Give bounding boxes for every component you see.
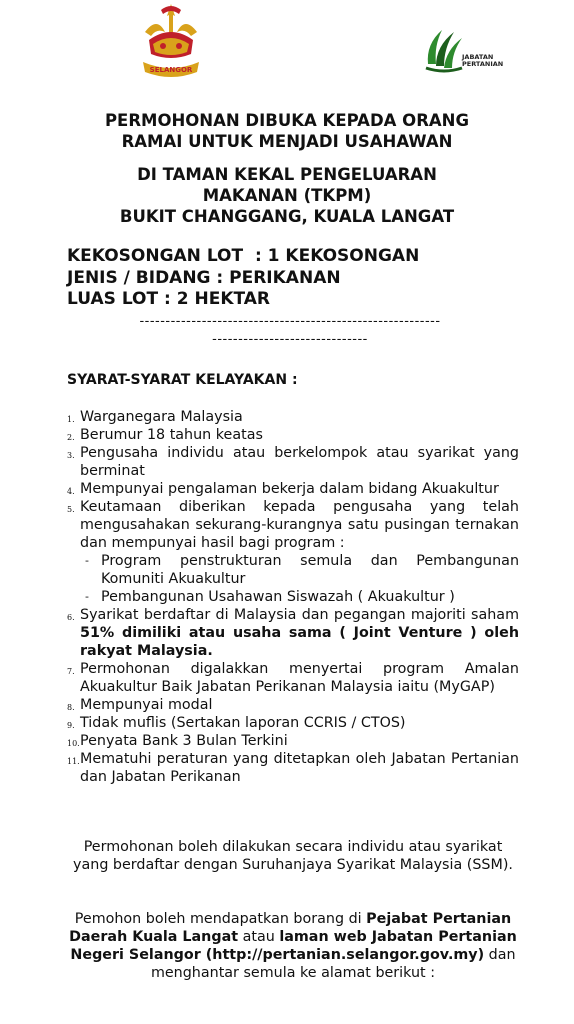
list-item (67, 426, 519, 444)
jabatan-pertanian-logo (424, 24, 504, 74)
lot-type: JENIS / BIDANG : PERIKANAN (67, 267, 341, 288)
sub-item (67, 552, 519, 588)
selangor-crest-icon (135, 2, 207, 80)
list-item (67, 444, 519, 480)
list-item (67, 498, 519, 552)
list-item (67, 714, 519, 732)
item-text: Keutamaan diberikan kepada pengusaha yang telah mengusahakan sekurang-kurangnya satu pusingan ternakan dan mempunyai hasil bagi program : (80, 499, 519, 551)
para-text: atau (238, 929, 280, 945)
location-line-1: DI TAMAN KEKAL PENGELUARAN (137, 165, 437, 184)
title-line-1: PERMOHONAN DIBUKA KEPADA ORANG (104, 111, 470, 130)
logo-line-2: PERTANIAN (462, 60, 504, 68)
divider-line-2: ------------------------------ (212, 332, 368, 347)
para-text: dan menghantar semula ke alamat berikut : (150, 947, 516, 981)
lot-area: LUAS LOT : 2 HEKTAR (67, 289, 271, 309)
logo-line-1: JABATAN (462, 53, 494, 61)
item-number: 10. (67, 739, 80, 748)
item-text: Mempunyai modal (80, 697, 213, 713)
divider-line-1: ---------------------------------------------------------- (139, 314, 441, 329)
item-number: 6. (67, 613, 75, 622)
website-link[interactable]: laman web Jabatan Pertanian Negeri Selangor (http://pertanian.selangor.gov.my) (70, 929, 517, 963)
requirements-list (67, 408, 519, 786)
announcement-title (40, 110, 534, 152)
item-text: Berumur 18 tahun keatas (80, 427, 263, 443)
item-text: Tidak muflis (Sertakan laporan CCRIS / CTOS) (80, 715, 406, 731)
item-text: Pengusaha individu atau berkelompok atau syarikat yang berminat (80, 445, 519, 479)
list-item (67, 732, 519, 750)
item-number: 2. (67, 433, 75, 442)
crest-banner-text: SELANGOR (149, 66, 193, 74)
form-source-paragraph (67, 910, 519, 982)
item-text: Penyata Bank 3 Bulan Terkini (80, 733, 288, 749)
sub-item (67, 588, 519, 606)
sub-item-marker: - (85, 554, 89, 567)
sub-item-text: Pembangunan Usahawan Siswazah ( Akuakultur ) (101, 589, 455, 605)
item-text: Mematuhi peraturan yang ditetapkan oleh Jabatan Pertanian dan Jabatan Perikanan (80, 751, 519, 785)
sub-item-marker: - (85, 590, 89, 603)
lot-info (67, 246, 537, 311)
lot-vacancy: KEKOSONGAN LOT : 1 KEKOSONGAN (67, 246, 420, 266)
item-text: Permohonan digalakkan menyertai program Amalan Akuakultur Baik Jabatan Perikanan Malaysia iaitu (MyGAP) (80, 661, 519, 695)
item-number: 8. (67, 703, 75, 712)
list-item (67, 660, 519, 696)
item-text: Warganegara Malaysia (80, 409, 243, 425)
location-title (40, 164, 534, 227)
list-item (67, 408, 519, 426)
jabatan-pertanian-logo-icon (424, 24, 464, 74)
list-item (67, 696, 519, 714)
para-text: Pemohon boleh mendapatkan borang di (74, 911, 367, 927)
location-line-3: BUKIT CHANGGANG, KUALA LANGAT (119, 207, 455, 226)
jabatan-pertanian-label (462, 54, 503, 68)
requirements-heading: SYARAT-SYARAT KELAYAKAN : (67, 372, 298, 388)
sub-item-text: Program penstrukturan semula dan Pembangunan Komuniti Akuakultur (101, 553, 519, 587)
item-number: 1. (67, 415, 75, 424)
list-item (67, 480, 519, 498)
district-office-name: Pejabat Pertanian Daerah Kuala Langat (69, 911, 512, 945)
item-text-bold: 51% dimiliki atau usaha sama ( Joint Venture ) oleh rakyat Malaysia. (80, 625, 519, 659)
item-text (80, 606, 519, 660)
application-method-paragraph: Permohonan boleh dilakukan secara individu atau syarikat yang berdaftar dengan Suruhanjaya Syarikat Malaysia (SSM). (73, 839, 513, 873)
location-line-2: MAKANAN (TKPM) (202, 186, 372, 205)
item-number: 4. (67, 487, 75, 496)
item-number: 5. (67, 505, 75, 514)
selangor-crest-logo (135, 2, 207, 80)
item-number: 3. (67, 451, 75, 460)
list-item (67, 606, 519, 660)
item-text: Mempunyai pengalaman bekerja dalam bidang Akuakultur (80, 481, 499, 497)
item-number: 9. (67, 721, 75, 730)
title-line-2: RAMAI UNTUK MENJADI USAHAWAN (121, 132, 453, 151)
list-item (67, 750, 519, 786)
item-text-normal: Syarikat berdaftar di Malaysia dan pegangan majoriti saham (80, 607, 519, 623)
item-number: 7. (67, 667, 75, 676)
item-number: 11. (67, 757, 80, 766)
